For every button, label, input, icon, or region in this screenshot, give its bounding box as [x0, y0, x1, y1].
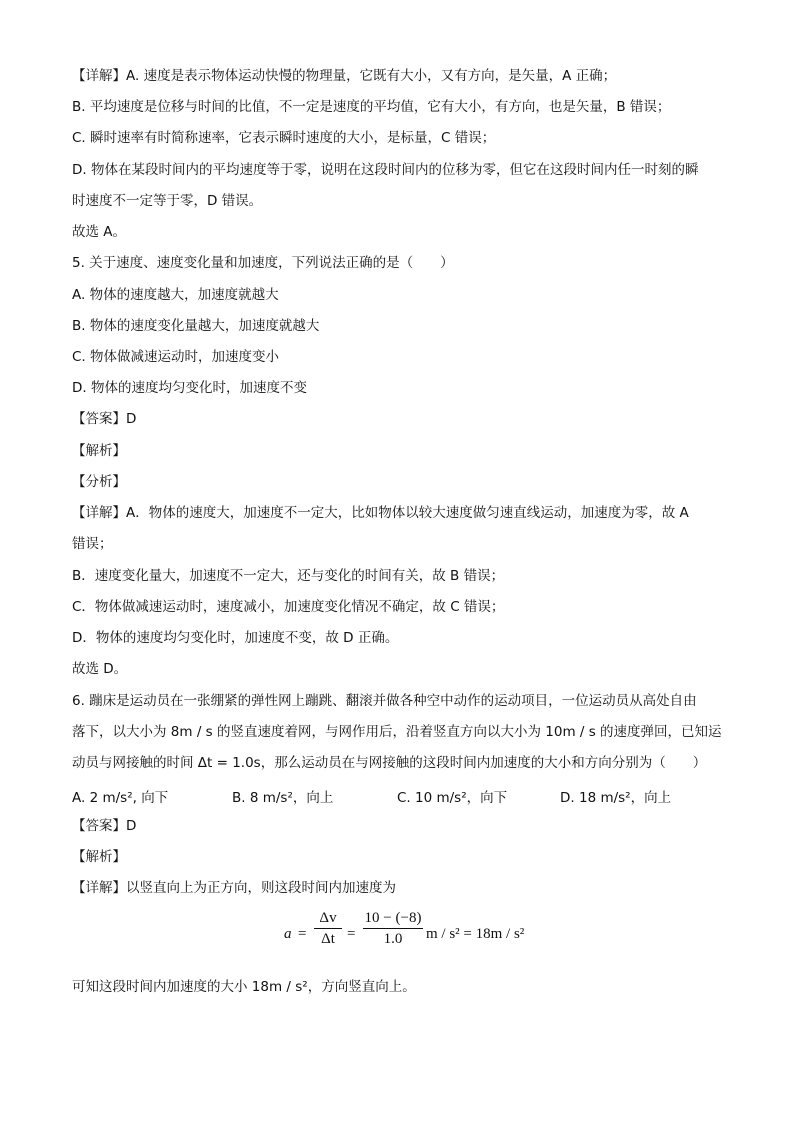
text-line: 故选 D。 — [72, 661, 128, 677]
options-row — [72, 786, 732, 806]
text-line: 落下，以大小为 8m / s 的竖直速度着网，与网作用后，沿着竖直方向以大小为 10m / s 的速度弹回，已知运 — [72, 724, 722, 740]
analysis-sub-label: 【分析】 — [72, 474, 126, 490]
text-line: 【详解】以竖直向上为正方向，则这段时间内加速度为 — [72, 880, 396, 896]
text-line: 【详解】A．物体的速度大，加速度不一定大，比如物体以较大速度做匀速直线运动，加速度为零，故 A — [72, 505, 689, 521]
text-line: B. 平均速度是位移与时间的比值，不一定是速度的平均值，它有大小，有方向，也是矢量，B 错误； — [72, 99, 671, 115]
text-line: 动员与网接触的时间 Δt = 1.0s，那么运动员在与网接触的这段时间内加速度的大小和方向分别为（ ） — [72, 755, 707, 771]
option-d: D. 18 m/s²，向上 — [560, 790, 672, 806]
question-5: 5. 关于速度、速度变化量和加速度，下列说法正确的是（ ） — [72, 255, 454, 271]
fraction-values — [363, 908, 423, 949]
option-b: B. 物体的速度变化量越大，加速度就越大 — [72, 318, 320, 334]
text-line: D. 物体在某段时间内的平均速度等于零，说明在这段时间内的位移为零，但它在这段时间内任一时刻的瞬 — [72, 162, 699, 178]
equation-equals: = — [298, 926, 307, 942]
fraction-denominator: Δt — [321, 931, 335, 947]
text-line: B．速度变化量大，加速度不一定大，还与变化的时间有关，故 B 错误； — [72, 568, 505, 584]
text-line: D．物体的速度均匀变化时，加速度不变，故 D 正确。 — [72, 630, 399, 646]
fraction-numerator: 10 − (−8) — [364, 910, 422, 926]
option-a: A. 2 m/s², 向下 — [72, 790, 169, 806]
question-6: 6. 蹦床是运动员在一张绷紧的弹性网上蹦跳、翻滚并做各种空中动作的运动项目，一位运动员从高处自由 — [72, 693, 697, 709]
fraction-denominator: 1.0 — [383, 931, 403, 947]
option-c: C. 物体做减速运动时，加速度变小 — [72, 349, 280, 365]
answer-label: 【答案】D — [72, 818, 137, 834]
option-a: A. 物体的速度越大，加速度就越大 — [72, 287, 279, 303]
analysis-label: 【解析】 — [72, 849, 126, 865]
text-line: 时速度不一定等于零，D 错误。 — [72, 193, 263, 209]
equation-equals: = — [347, 926, 356, 942]
text-line: 错误； — [72, 536, 113, 552]
text-line: 【详解】A. 速度是表示物体运动快慢的物理量，它既有大小，又有方向，是矢量，A 正确； — [72, 68, 617, 84]
acceleration-equation — [284, 908, 544, 968]
option-b: B. 8 m/s²，向上 — [232, 790, 334, 806]
conclusion-line: 可知这段时间内加速度的大小 18m / s²，方向竖直向上。 — [72, 979, 416, 995]
option-c: C. 10 m/s²，向下 — [397, 790, 508, 806]
fraction-numerator: Δv — [319, 910, 337, 926]
text-line: C. 瞬时速率有时简称速率，它表示瞬时速度的大小，是标量，C 错误； — [72, 130, 496, 146]
answer-label: 【答案】D — [72, 411, 137, 427]
equation-result: m / s² = 18m / s² — [426, 926, 525, 942]
fraction-dv-dt — [314, 908, 342, 949]
option-d: D. 物体的速度均匀变化时，加速度不变 — [72, 380, 307, 396]
text-line: 故选 A。 — [72, 224, 127, 240]
analysis-label: 【解析】 — [72, 443, 126, 459]
equation-lhs: a — [284, 926, 292, 942]
text-line: C．物体做减速运动时，速度减小，加速度变化情况不确定，故 C 错误； — [72, 599, 505, 615]
